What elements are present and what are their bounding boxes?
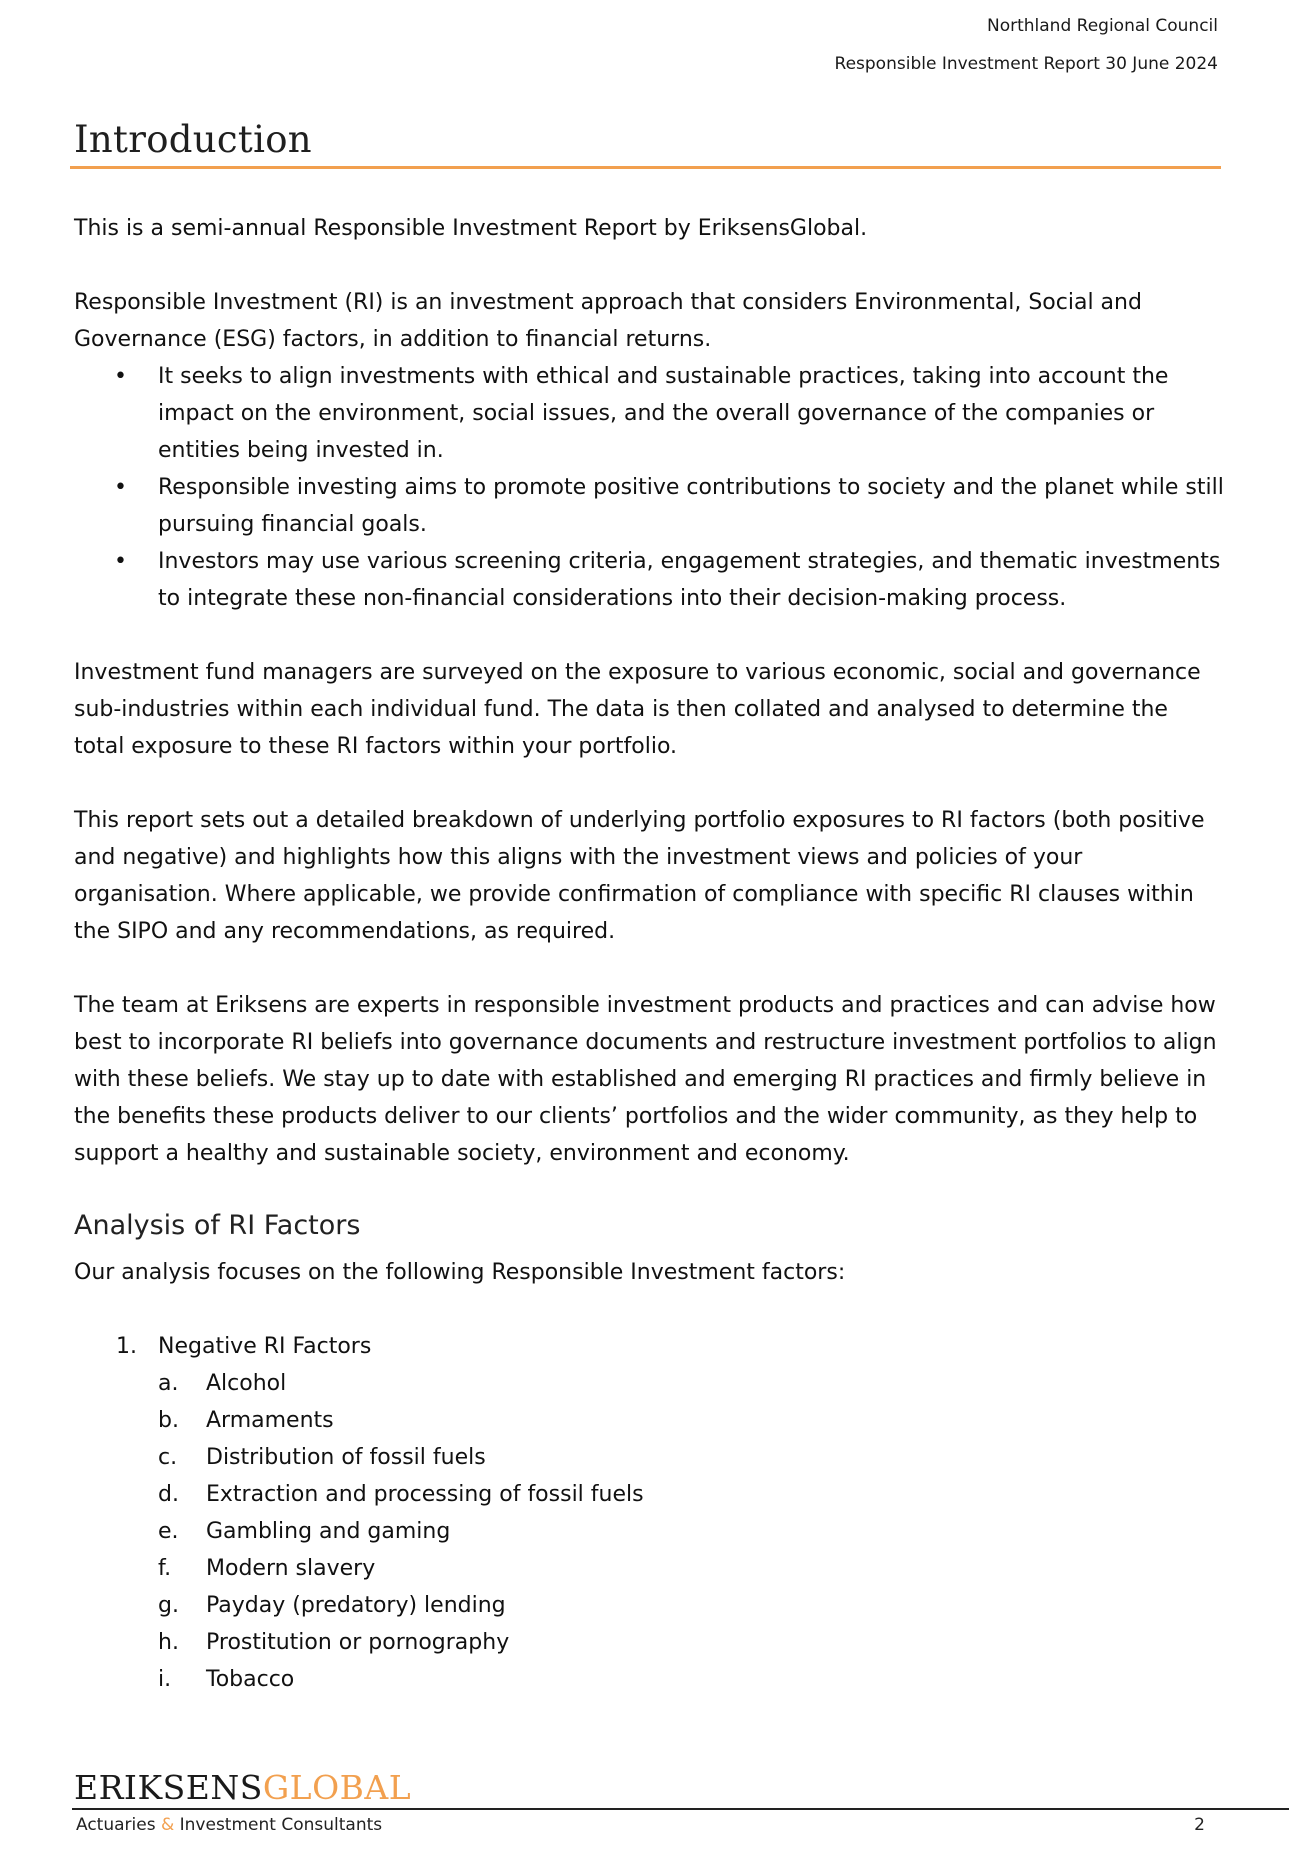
list-item-text: Modern slavery [206, 1556, 376, 1581]
paragraph-ri-definition: Responsible Investment (RI) is an investment approach that considers Environmental, Social and Governance (ESG) factors, in addition to financial returns. [74, 290, 1142, 352]
logo-text-primary: ERIKSENS [74, 1768, 263, 1807]
list-marker: i. [158, 1667, 172, 1692]
list-marker: e. [158, 1519, 179, 1544]
title-divider [70, 166, 1221, 169]
list-item [158, 1661, 1224, 1698]
list-marker: g. [158, 1593, 179, 1618]
analysis-intro: Our analysis focuses on the following Responsible Investment factors: [74, 1260, 846, 1285]
tagline-part: Investment Consultants [174, 1815, 383, 1835]
paragraph-survey: Investment fund managers are surveyed on the exposure to various economic, social and governance sub-industries within each individual fund. The data is then collated and analysed to determine the total exposure to these RI factors within your portfolio. [74, 660, 1201, 759]
list-item [158, 1513, 1224, 1550]
list-item [158, 1587, 1224, 1624]
paragraph-report-breakdown: This report sets out a detailed breakdown of underlying portfolio exposures to RI factors (both positive and negative) and highlights how this aligns with the investment views and policies of your organisation. Where applicable, we provide confirmation of compliance with specific RI clauses within the SIPO and any recommendations, as required. [74, 808, 1205, 944]
list-item [158, 1624, 1224, 1661]
company-logo [74, 1768, 411, 1807]
list-marker: a. [158, 1371, 179, 1396]
list-item-text: Payday (predatory) lending [206, 1593, 506, 1618]
paragraph-intro: This is a semi-annual Responsible Investment Report by EriksensGlobal. [74, 216, 868, 241]
list-item [158, 1402, 1224, 1439]
list-item: • It seeks to align investments with ethical and sustainable practices, taking into account the impact on the environment, social issues, and the overall governance of the companies or entities being invested in. [74, 358, 1224, 469]
logo-text-accent: GLOBAL [262, 1768, 412, 1807]
list-item [158, 1550, 1224, 1587]
header-organisation: Northland Regional Council [986, 16, 1218, 36]
header-report-title: Responsible Investment Report 30 June 2024 [834, 54, 1218, 74]
list-marker: c. [158, 1445, 178, 1470]
list-item-text: Alcohol [206, 1371, 287, 1396]
list-item-text: Tobacco [206, 1667, 295, 1692]
list-item-text: Extraction and processing of fossil fuels [206, 1482, 644, 1507]
paragraph-team: The team at Eriksens are experts in responsible investment products and practices and can advise how best to incorporate RI beliefs into governance documents and restructure investment portfolios to align with these beliefs. We stay up to date with established and emerging RI practices and firmly believe in the benefits these products deliver to our clients’ portfolios and the wider community, as they help to support a healthy and sustainable society, environment and economy. [74, 993, 1217, 1166]
list-item [74, 1328, 1224, 1698]
document-body [74, 210, 1224, 1698]
footer-tagline [76, 1815, 382, 1835]
sub-list [158, 1365, 1224, 1698]
list-marker: b. [158, 1408, 179, 1433]
section-title: Introduction [74, 118, 312, 161]
list-number: 1. [116, 1334, 137, 1359]
list-item-text: Prostitution or pornography [206, 1630, 510, 1655]
list-item: • Investors may use various screening criteria, engagement strategies, and thematic investments to integrate these non-financial considerations into their decision-making process. [74, 543, 1224, 617]
list-item-text: Distribution of fossil fuels [206, 1445, 486, 1470]
list-item [158, 1439, 1224, 1476]
list-item-text: Gambling and gaming [206, 1519, 451, 1544]
list-item: • Responsible investing aims to promote positive contributions to society and the planet while still pursuing financial goals. [74, 469, 1224, 543]
tagline-ampersand: & [160, 1815, 175, 1835]
analysis-heading: Analysis of RI Factors [74, 1210, 361, 1241]
footer-divider [72, 1808, 1289, 1810]
list-marker: h. [158, 1630, 179, 1655]
list-item-text: Armaments [206, 1408, 334, 1433]
bullet-list [74, 358, 1224, 617]
factor-list [74, 1328, 1224, 1698]
list-marker: d. [158, 1482, 179, 1507]
list-marker: f. [158, 1556, 172, 1581]
page-number: 2 [1194, 1815, 1205, 1835]
list-title: Negative RI Factors [158, 1334, 372, 1359]
tagline-part: Actuaries [76, 1815, 161, 1835]
list-item [158, 1476, 1224, 1513]
list-item [158, 1365, 1224, 1402]
